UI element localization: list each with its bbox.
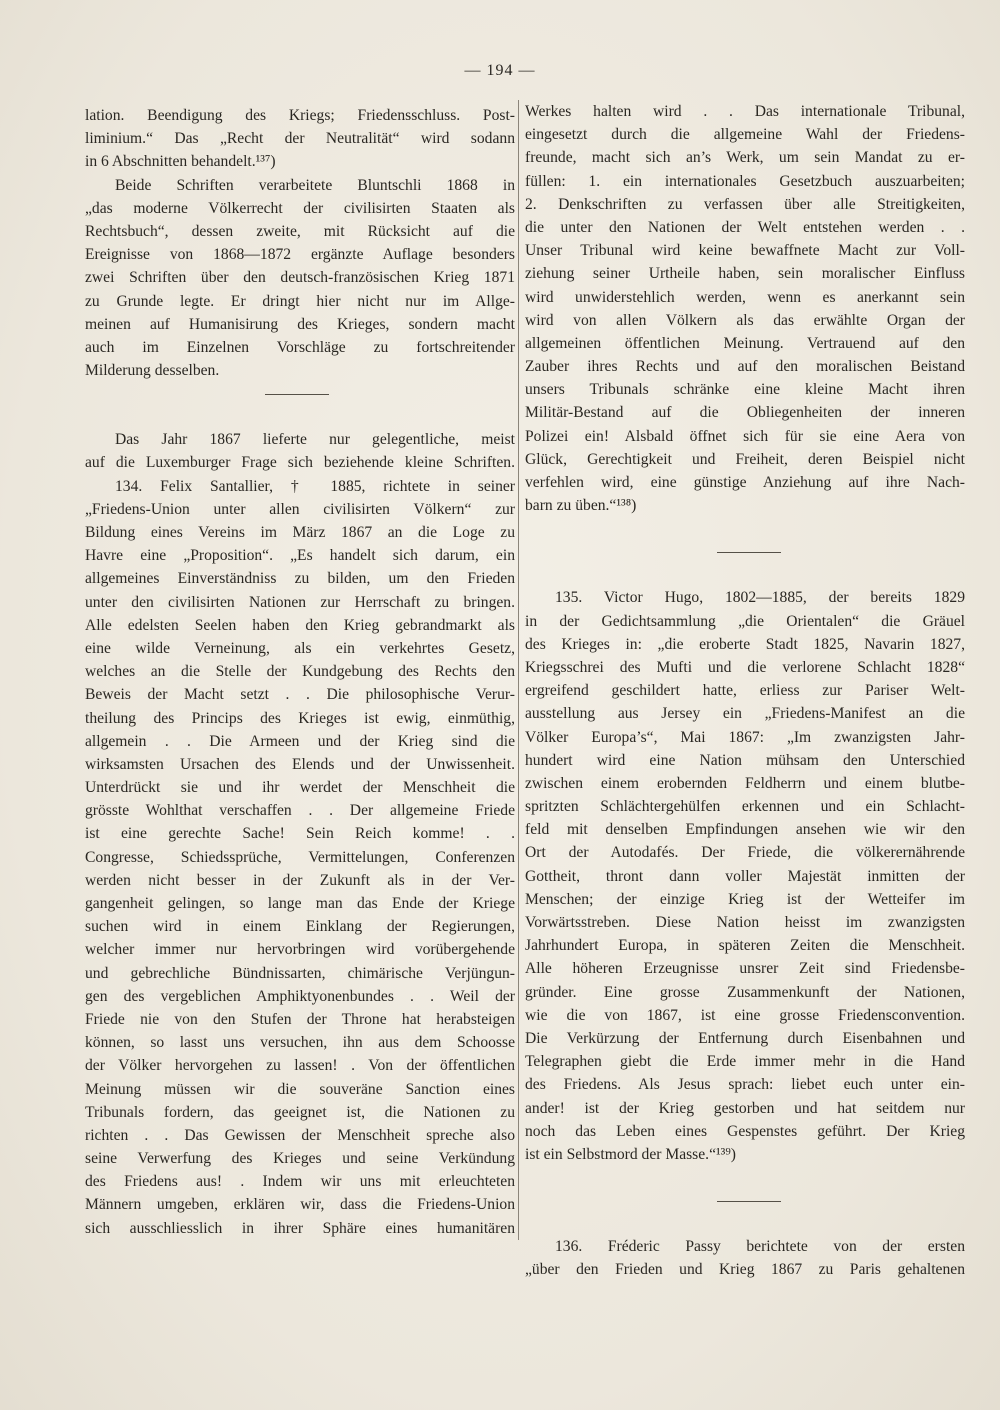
- text-line: und gebrechliche Bündnissarten, chimärische Verjüngun-: [85, 964, 515, 982]
- text-line: Milderung desselben.: [85, 362, 220, 380]
- text-line: lation. Beendigung des Kriegs; Friedensschluss. Post-: [85, 107, 515, 124]
- right-column: [525, 100, 965, 1281]
- text-line: Unser Tribunal wird keine bewaffnete Macht zur Voll-: [525, 242, 965, 260]
- text-line: Alle edelsten Seelen haben den Krieg gebrandmarkt als: [85, 616, 515, 634]
- text-line: Alle höheren Erzeugnisse unsrer Zeit sind Friedensbe-: [525, 960, 965, 978]
- text-line: auf die Luxemburger Frage sich beziehende kleine Schriften.: [85, 454, 515, 472]
- text-line: auch im Einzelnen Vorschläge zu fortschreitender: [85, 338, 515, 356]
- text-line: Die Verkürzung der Entfernung durch Eisenbahnen und: [525, 1029, 965, 1047]
- text-line: Ort der Autodafés. Der Friede, die völkerernährende: [525, 844, 965, 862]
- text-line: Das Jahr 1867 lieferte nur gelegentliche, meist: [115, 431, 515, 449]
- text-line: wie die von 1867, ist eine grosse Friedensconvention.: [525, 1006, 965, 1024]
- section-rule-mark: [717, 552, 781, 553]
- text-line: Tribunals fordern, das geeignet ist, die Nationen zu: [85, 1103, 515, 1121]
- text-line: in der Gedichtsammlung „die Orientalen“ die Gräuel: [525, 612, 965, 630]
- text-line: welcher immer nur hervorbringen wird vorübergehende: [85, 941, 515, 959]
- text-line: des Friedens. Als Jesus sprach: liebet euch unter ein-: [525, 1076, 965, 1094]
- text-line: werden nicht besser in der Zukunft als in der Ver-: [85, 871, 515, 889]
- text-line: Völker Europa’s“, Mai 1867: „Im zwanzigsten Jahr-: [525, 728, 965, 746]
- left-column: [85, 104, 515, 1240]
- text-line: Beweis der Macht setzt . . Die philosophische Verur-: [85, 686, 515, 704]
- text-line: sich ausschliesslich in ihrer Sphäre eines humanitären: [85, 1219, 515, 1237]
- text-line: können, so lasst uns versuchen, ihn aus dem Schoosse: [85, 1034, 515, 1052]
- blank-line: [525, 1212, 965, 1235]
- text-line: Militär-Bestand auf die Obliegenheiten der inneren: [525, 404, 965, 422]
- text-line: allgemeinen öffentlichen Meinung. Vertrauend auf den: [525, 334, 965, 352]
- text-line: grösste Wohlthat verschaffen . . Der allgemeine Friede: [85, 802, 515, 820]
- text-line: feld mit denselben Empfindungen ansehen wie wir den: [525, 821, 965, 839]
- text-line: zu Grunde legte. Er dringt hier nicht nur im Allge-: [85, 292, 515, 310]
- text-line: noch das Leben eines Gespenstes geführt. Der Krieg: [525, 1122, 965, 1140]
- text-line: Zauber ihres Rechts und auf den moralischen Beistand: [525, 358, 965, 376]
- text-line: theilung des Princips des Krieges ist ewig, einmüthig,: [85, 709, 515, 727]
- text-line: wird unwiderstehlich werden, wenn es anerkannt sein: [525, 288, 965, 306]
- text-line: gangenheit gelingen, so lange man das Ende der Kriege: [85, 895, 515, 912]
- text-line: Telegraphen giebt die Erde immer mehr in die Hand: [525, 1053, 965, 1071]
- text-line: suchen wird in einem Einklang der Regierungen,: [85, 918, 515, 936]
- text-line: 2. Denkschriften zu verfassen über alle Streitigkeiten,: [525, 195, 965, 213]
- text-line: ist eine gerechte Sache! Sein Reich komme! . .: [85, 825, 515, 843]
- text-line: ist ein Selbstmord der Masse.“¹³⁹): [525, 1145, 736, 1163]
- section-rule: [525, 540, 965, 563]
- blank-line: [525, 1166, 965, 1189]
- text-line: gen des vergeblichen Amphiktyonenbundes . . Weil der: [85, 987, 515, 1005]
- text-line: Menschen; der einzige Krieg ist der Wetteifer im: [525, 890, 965, 908]
- text-line: barn zu üben.“¹³⁸): [525, 497, 637, 515]
- text-line: ausstellung aus Jersey ein „Friedens-Manifest an die: [525, 705, 965, 723]
- text-line: Congresse, Schiedssprüche, Vermittelungen, Conferenzen: [85, 848, 515, 866]
- text-line: wirksamsten Ursachen des Elends und der Unwissenheit.: [85, 755, 515, 773]
- text-line: eingesetzt durch die allgemeine Wahl der Friedens-: [525, 126, 965, 144]
- section-rule-mark: [717, 1201, 781, 1202]
- section-rule: [85, 382, 515, 405]
- text-line: meinen auf Humanisirung des Krieges, sondern macht: [85, 315, 515, 333]
- text-line: Unterdrückt sie und ihr werdet der Menschheit die: [85, 779, 515, 797]
- text-line: Gottheit, thront dann voller Majestät inmitten der: [525, 867, 965, 885]
- text-line: allgemein . . Die Armeen und der Krieg sind die: [85, 732, 515, 750]
- text-line: seine Verwerfung des Krieges und seine Verkündung: [85, 1150, 515, 1168]
- blank-line: [85, 405, 515, 428]
- text-line: hundert wird eine Nation mühsam den Unterschied: [525, 751, 965, 769]
- text-line: welches an die Stelle der Kundgebung des Rechts den: [85, 663, 515, 681]
- text-line: richten . . Das Gewissen der Menschheit spreche also: [85, 1126, 515, 1144]
- text-line: Ereignisse von 1868—1872 ergänzte Auflage besonders: [85, 246, 515, 264]
- blank-line: [525, 517, 965, 540]
- text-line: liminium.“ Das „Recht der Neutralität“ wird sodann: [85, 130, 515, 148]
- text-line: Polizei ein! Alsbald öffnet sich für sie eine Aera von: [525, 427, 965, 445]
- text-line: zwei Schriften über den deutsch-französischen Krieg 1871: [85, 269, 515, 287]
- text-line: Vorwärtsstreben. Diese Nation heisst im zwanzigsten: [525, 914, 965, 931]
- section-rule: [525, 1189, 965, 1212]
- text-line: freunde, macht sich an’s Werk, um sein Mandat zu er-: [525, 149, 965, 167]
- text-line: gründer. Eine grosse Zusammenkunft der Nationen,: [525, 983, 965, 1001]
- text-line: Werkes halten wird . . Das internationale Tribunal,: [525, 103, 965, 120]
- text-line: Friede nie von den Stufen der Throne hat herabsteigen: [85, 1010, 515, 1028]
- text-line: der Völker hervorgehen zu lassen! . Von der öffentlichen: [85, 1057, 515, 1075]
- text-line: ander! ist der Krieg gestorben und hat seitdem nur: [525, 1099, 965, 1117]
- text-line: Meinung müssen wir die souveräne Sanction eines: [85, 1080, 515, 1098]
- text-line: Beide Schriften verarbeitete Bluntschli 1868 in: [115, 176, 515, 194]
- text-line: Männern umgeben, erklären wir, dass die Friedens-Union: [85, 1196, 515, 1214]
- text-line: Rechtsbuch“, dessen zweite, mit Rücksicht auf die: [85, 222, 515, 240]
- column-divider: [518, 100, 519, 1240]
- text-line: des Krieges in: „die eroberte Stadt 1825, Navarin 1827,: [525, 635, 965, 653]
- text-line: des Friedens aus! . Indem wir uns mit erleuchteten: [85, 1173, 515, 1191]
- text-line: Bildung eines Vereins im März 1867 an die Loge zu: [85, 524, 515, 541]
- section-rule-mark: [265, 394, 329, 395]
- text-line: unsers Tribunals schränke eine kleine Macht ihren: [525, 381, 965, 399]
- text-line: Havre eine „Proposition“. „Es handelt sich darum, ein: [85, 547, 515, 565]
- text-line: die unter den Nationen der Welt entstehen werden . .: [525, 218, 965, 236]
- text-line: allgemeines Einverständniss zu bilden, um den Frieden: [85, 570, 515, 588]
- text-line: wird von allen Völkern als das erwählte Organ der: [525, 311, 965, 329]
- text-line: 135. Victor Hugo, 1802—1885, der bereits 1829: [555, 589, 965, 607]
- text-line: verfehlen wird, eine günstige Anziehung auf ihre Nach-: [525, 474, 965, 491]
- text-line: spritzten Schlächtergehülfen erkennen und ein Schlacht-: [525, 798, 965, 816]
- blank-line: [525, 563, 965, 586]
- text-line: unter den civilisirten Nationen zur Herrschaft zu bringen.: [85, 593, 515, 611]
- text-line: „Friedens-Union unter allen civilisirten Völkern“ zur: [85, 500, 515, 518]
- text-line: ziehung seiner Urtheile haben, sein moralischer Einfluss: [525, 265, 965, 283]
- text-line: 136. Fréderic Passy berichtete von der ersten: [555, 1238, 965, 1256]
- text-line: Glück, Gerechtigkeit und Freiheit, deren Beispiel nicht: [525, 450, 965, 468]
- text-line: Kriegsschrei des Mufti und die verlorene Schlacht 1828“: [525, 658, 965, 676]
- page-number: — 194 —: [464, 62, 536, 79]
- text-line: eine wilde Verneinung, als ein verkehrtes Gesetz,: [85, 639, 515, 657]
- text-line: 134. Felix Santallier, † 1885, richtete in seiner: [115, 477, 515, 495]
- text-line: „über den Frieden und Krieg 1867 zu Paris gehaltenen: [525, 1261, 965, 1279]
- text-line: zwischen einem erobernden Feldherrn und einem blutbe-: [525, 774, 965, 792]
- text-line: ergreifend geschildert hatte, erliess zur Pariser Welt-: [525, 682, 965, 700]
- text-line: „das moderne Völkerrecht der civilisirten Staaten als: [85, 199, 515, 217]
- text-line: füllen: 1. ein internationales Gesetzbuch auszuarbeiten;: [525, 172, 965, 190]
- text-line: in 6 Abschnitten behandelt.¹³⁷): [85, 153, 276, 171]
- text-line: Jahrhundert Europa, in späteren Zeiten die Menschheit.: [525, 937, 965, 955]
